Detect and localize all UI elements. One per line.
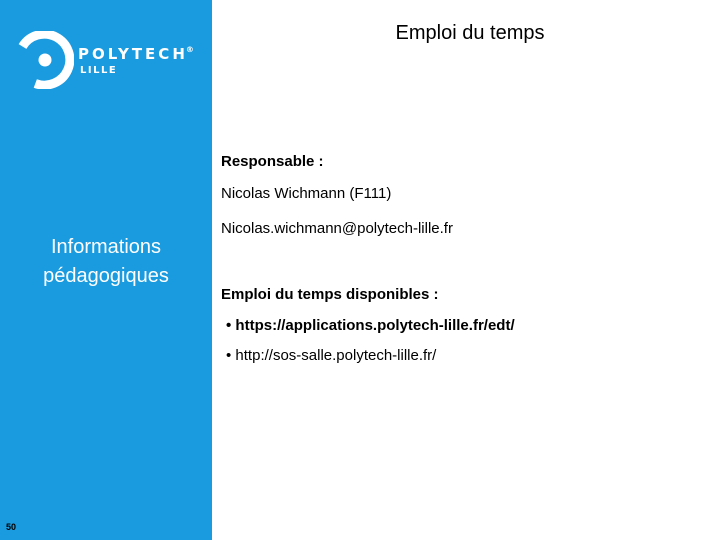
slide-title: Emploi du temps [395,22,545,44]
logo-registered-mark: ® [185,45,194,54]
page-number: 50 [6,522,17,532]
section-label: Informations pédagogiques [43,236,169,287]
contact-email: Nicolas.wichmann@polytech-lille.fr [221,220,453,237]
schedule-link-applications[interactable]: • https://applications.polytech-lille.fr/edt/ [226,317,515,334]
contact-name: Nicolas Wichmann (F111) [221,185,392,202]
logo-subtitle: LILLE [80,65,118,76]
schedule-link-sos-salle[interactable]: • http://sos-salle.polytech-lille.fr/ [226,347,437,364]
sidebar [0,0,212,540]
polytech-logo-icon [16,31,74,89]
logo-name: POLYTECH® [78,45,194,63]
schedules-label: Emploi du temps disponibles : [221,286,439,303]
responsable-label: Responsable : [221,153,324,170]
